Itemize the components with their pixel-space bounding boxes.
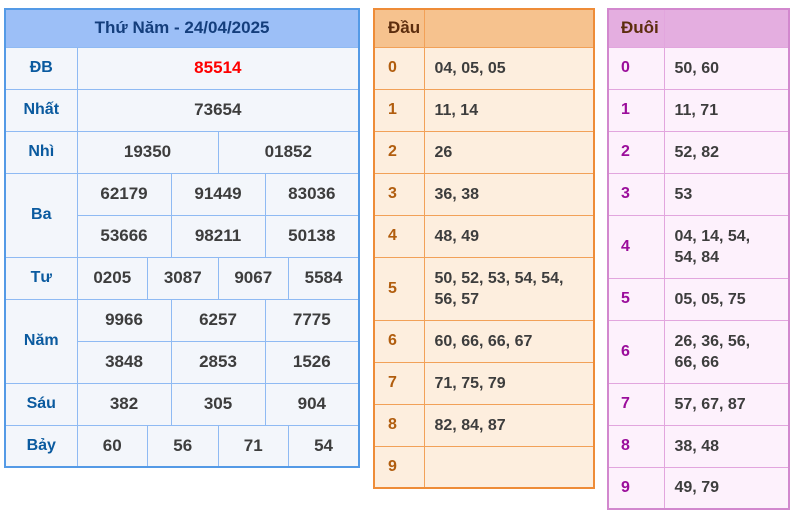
duoi-row-9 — [608, 467, 789, 509]
dau-digit: 7 — [374, 362, 424, 404]
dau-row-1 — [374, 89, 594, 131]
duoi-header-label: Đuôi — [608, 9, 664, 47]
dau-numbers: 71, 75, 79 — [424, 362, 594, 404]
prize-value: 3087 — [148, 257, 219, 299]
prize-label-ba: Ba — [5, 173, 77, 257]
prize-value: 56 — [148, 425, 219, 467]
results-header-row — [5, 9, 359, 47]
prize-value: 53666 — [77, 215, 171, 257]
prize-value: 2853 — [171, 341, 265, 383]
dau-row-3 — [374, 173, 594, 215]
duoi-row-1 — [608, 89, 789, 131]
results-table — [4, 8, 360, 468]
prize-label-nam: Năm — [5, 299, 77, 383]
prize-label-tu: Tư — [5, 257, 77, 299]
prize-value: 91449 — [171, 173, 265, 215]
duoi-digit: 2 — [608, 131, 664, 173]
duoi-numbers: 50, 60 — [664, 47, 789, 89]
prize-value: 5584 — [289, 257, 360, 299]
dau-numbers: 60, 66, 66, 67 — [424, 320, 594, 362]
dau-row-6 — [374, 320, 594, 362]
duoi-numbers: 52, 82 — [664, 131, 789, 173]
duoi-row-6 — [608, 320, 789, 383]
prize-row-tu — [5, 257, 359, 299]
prize-row-nhi — [5, 131, 359, 173]
prize-row-ba-1 — [5, 173, 359, 215]
prize-value: 19350 — [77, 131, 218, 173]
prize-value: 50138 — [265, 215, 359, 257]
prize-label-bay: Bảy — [5, 425, 77, 467]
dau-header-row — [374, 9, 594, 47]
dau-digit: 4 — [374, 215, 424, 257]
prize-value: 6257 — [171, 299, 265, 341]
duoi-numbers: 49, 79 — [664, 467, 789, 509]
dau-header-spacer — [424, 9, 594, 47]
duoi-row-0 — [608, 47, 789, 89]
dau-header-label: Đầu — [374, 9, 424, 47]
dau-numbers: 48, 49 — [424, 215, 594, 257]
duoi-digit: 6 — [608, 320, 664, 383]
duoi-digit: 7 — [608, 383, 664, 425]
duoi-digit: 3 — [608, 173, 664, 215]
dau-digit: 0 — [374, 47, 424, 89]
duoi-row-7 — [608, 383, 789, 425]
duoi-digit: 5 — [608, 278, 664, 320]
prize-label-db: ĐB — [5, 47, 77, 89]
draw-date-title: Thứ Năm - 24/04/2025 — [5, 9, 359, 47]
duoi-row-4 — [608, 215, 789, 278]
prize-value: 98211 — [171, 215, 265, 257]
prize-value: 9966 — [77, 299, 171, 341]
prize-row-bay — [5, 425, 359, 467]
dau-digit: 9 — [374, 446, 424, 488]
dau-numbers: 36, 38 — [424, 173, 594, 215]
duoi-table — [607, 8, 790, 510]
duoi-digit: 4 — [608, 215, 664, 278]
prize-value: 1526 — [265, 341, 359, 383]
prize-value: 73654 — [77, 89, 359, 131]
prize-value: 9067 — [218, 257, 289, 299]
prize-value: 7775 — [265, 299, 359, 341]
duoi-numbers: 53 — [664, 173, 789, 215]
prize-value: 54 — [289, 425, 360, 467]
dau-digit: 1 — [374, 89, 424, 131]
dau-table — [373, 8, 595, 489]
dau-digit: 2 — [374, 131, 424, 173]
duoi-numbers: 38, 48 — [664, 425, 789, 467]
prize-row-nhat — [5, 89, 359, 131]
prize-value-db: 85514 — [77, 47, 359, 89]
dau-row-7 — [374, 362, 594, 404]
prize-row-sau — [5, 383, 359, 425]
prize-value: 382 — [77, 383, 171, 425]
duoi-numbers: 04, 14, 54, 54, 84 — [664, 215, 789, 278]
duoi-numbers: 11, 71 — [664, 89, 789, 131]
prize-value: 3848 — [77, 341, 171, 383]
prize-label-nhi: Nhì — [5, 131, 77, 173]
dau-digit: 3 — [374, 173, 424, 215]
dau-numbers: 82, 84, 87 — [424, 404, 594, 446]
dau-row-8 — [374, 404, 594, 446]
prize-value: 01852 — [218, 131, 359, 173]
duoi-numbers: 26, 36, 56, 66, 66 — [664, 320, 789, 383]
duoi-header-spacer — [664, 9, 789, 47]
dau-numbers: 50, 52, 53, 54, 54, 56, 57 — [424, 257, 594, 320]
duoi-row-2 — [608, 131, 789, 173]
prize-row-db — [5, 47, 359, 89]
dau-row-0 — [374, 47, 594, 89]
dau-digit: 6 — [374, 320, 424, 362]
prize-value: 904 — [265, 383, 359, 425]
prize-value: 62179 — [77, 173, 171, 215]
dau-row-5 — [374, 257, 594, 320]
duoi-digit: 0 — [608, 47, 664, 89]
duoi-digit: 8 — [608, 425, 664, 467]
dau-row-4 — [374, 215, 594, 257]
dau-digit: 8 — [374, 404, 424, 446]
prize-value: 71 — [218, 425, 289, 467]
prize-value: 305 — [171, 383, 265, 425]
prize-value: 60 — [77, 425, 148, 467]
duoi-numbers: 57, 67, 87 — [664, 383, 789, 425]
duoi-digit: 1 — [608, 89, 664, 131]
duoi-digit: 9 — [608, 467, 664, 509]
dau-digit: 5 — [374, 257, 424, 320]
prize-row-nam-1 — [5, 299, 359, 341]
dau-numbers — [424, 446, 594, 488]
dau-row-9 — [374, 446, 594, 488]
prize-label-sau: Sáu — [5, 383, 77, 425]
dau-row-2 — [374, 131, 594, 173]
dau-numbers: 11, 14 — [424, 89, 594, 131]
duoi-row-3 — [608, 173, 789, 215]
duoi-row-5 — [608, 278, 789, 320]
duoi-row-8 — [608, 425, 789, 467]
dau-numbers: 26 — [424, 131, 594, 173]
duoi-header-row — [608, 9, 789, 47]
duoi-numbers: 05, 05, 75 — [664, 278, 789, 320]
prize-label-nhat: Nhất — [5, 89, 77, 131]
prize-value: 83036 — [265, 173, 359, 215]
dau-numbers: 04, 05, 05 — [424, 47, 594, 89]
prize-value: 0205 — [77, 257, 148, 299]
